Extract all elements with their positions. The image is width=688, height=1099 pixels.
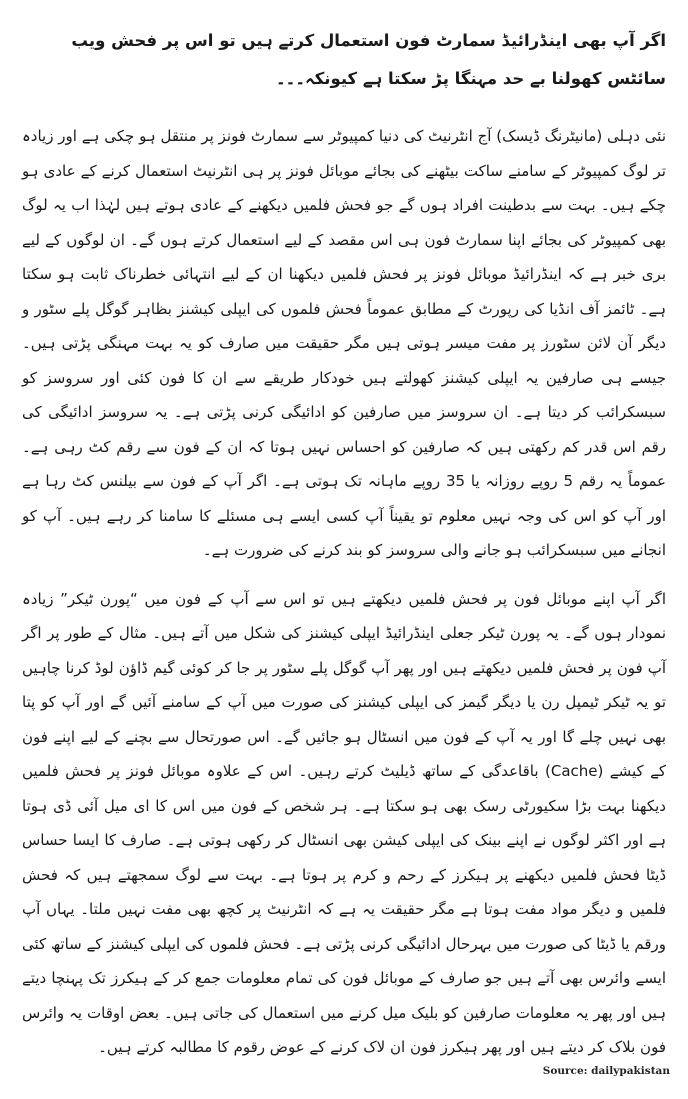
article-paragraph-1: نئی دہلی (مانیٹرنگ ڈیسک) آج انٹرنیٹ کی دنیا کمپیوٹر سے سمارٹ فونز پر منتقل ہو چکی ہے اور زیادہ تر لوگ کمپیوٹر کے سامنے ساکت بیٹھنے کی بجائے موبائل فونز پر ہی انٹرنیٹ استعمال کرنے کے عادی ہو چکے ہیں۔ بہت سے بدطینت افراد ہوں گے جو فحش فلمیں دیکھنے کے عادی ہوتے ہیں لہٰذا اب یہ لوگ بھی کمپیوٹر کی بجائے اپنا سمارٹ فون ہی اس مقصد کے لیے استعمال کرتے ہوں گے۔ ان لوگوں کے لیے بری خبر ہے کہ اینڈرائیڈ موبائل فونز پر فحش فلمیں دیکھنا ان کے لیے انتہائی خطرناک ثابت ہو سکتا ہے۔ ٹائمز آف انڈیا کی رپورٹ کے مطابق عموماً فحش فلموں کی ایپلی کیشنز بظاہر گوگل پلے سٹور و دیگر آن لائن سٹورز پر مفت میسر ہوتی ہیں مگر حقیقت میں صارف کو یہ بہت مہنگی پڑتی ہیں۔ جیسے ہی صارفین یہ ایپلی کیشنز کھولتے ہیں خودکار طریقے سے ان کا فون کئی اور سروسز کو سبسکرائب کر دیتا ہے۔ ان سروسز میں صارفین کو ادائیگی کرنی پڑتی ہے۔ یہ سروسز ادائیگی کی رقم اس قدر کم رکھتی ہیں کہ صارفین کو احساس نہیں ہوتا کہ ان کے فون سے رقم کٹ رہی ہے۔ عموماً یہ رقم 5 روپے روزانہ یا 35 روپے ماہانہ تک ہوتی ہے۔ اگر آپ کے فون سے بیلنس کٹ رہا ہے اور آپ کو اس کی وجہ نہیں معلوم تو یقیناً آپ کسی ایسے ہی مسئلے کا سامنا کر رہے ہیں۔ آپ کو انجانے میں سبسکرائب ہو جانے والی سروسز کو بند کرنے کی ضرورت ہے۔ (22, 127, 666, 559)
article-paragraph-2: اگر آپ اپنے موبائل فون پر فحش فلمیں دیکھتے ہیں تو اس سے آپ کے فون میں “پورن ٹیکر” زیادہ نمودار ہوں گے۔ یہ پورن ٹیکر جعلی اینڈرائیڈ ایپلی کیشنز کی شکل میں آتے ہیں۔ مثال کے طور پر اگر آپ فون پر فحش فلمیں دیکھتے ہیں اور پھر آپ گوگل پلے سٹور پر جا کر کوئی گیم ڈاؤن لوڈ کرنا چاہیں تو یہ ٹیکر ٹیمپل رن یا دیگر گیمز کی ایپلی کیشنز کی صورت میں آپ کے سامنے آئیں گے اور آپ کو پتا بھی نہیں چلے گا اور یہ آپ کے فون میں انسٹال ہو جائیں گے۔ اس صورتحال سے بچنے کے لیے اپنے فون کے کیشے (Cache) باقاعدگی کے ساتھ ڈیلیٹ کرتے رہیں۔ اس کے علاوہ موبائل فونز پر فحش فلمیں دیکھنا بہت بڑا سکیورٹی رسک بھی ہو سکتا ہے۔ ہر شخص کے فون میں اس کا ای میل آئی ڈی ہوتا ہے اور اکثر لوگوں نے اپنے بینک کی ایپلی کیشن بھی انسٹال کر رکھی ہوتی ہے۔ صارف کا ایسا حساس ڈیٹا فحش فلمیں دیکھنے پر ہیکرز کے رحم و کرم پر ہوتا ہے۔ بہت سے لوگ سمجھتے ہیں کہ فحش فلمیں و دیگر مواد مفت ہوتا ہے مگر حقیقت یہ ہے کہ انٹرنیٹ پر کچھ بھی مفت نہیں ملتا۔ یہاں آپ ورقم یا ڈیٹا کی صورت میں بہرحال ادائیگی کرنی پڑتی ہے۔ فحش فلموں کی ایپلی کیشنز کے ساتھ کئی ایسے وائرس بھی آتے ہیں جو صارف کے موبائل فون کی تمام معلومات جمع کر کے ہیکرز تک پہنچا دیتے ہیں اور پھر یہ معلومات صارفین کو بلیک میل کرنے میں استعمال کی جاتی ہیں۔ بعض اوقات یہ وائرس فون بلاک کر دیتے ہیں اور پھر ہیکرز فون ان لاک کرنے کے عوض رقوم کا مطالبہ کرتے ہیں۔ (22, 589, 666, 1056)
source-credit: Source: dailypakistan (542, 1065, 670, 1077)
article-headline: اگر آپ بھی اینڈرائیڈ سمارٹ فون استعمال کرتے ہیں تو اس پر فحش ویب سائٹس کھولنا بے حد مہنگا پڑ سکتا ہے کیونکہ۔۔۔ (71, 31, 666, 88)
